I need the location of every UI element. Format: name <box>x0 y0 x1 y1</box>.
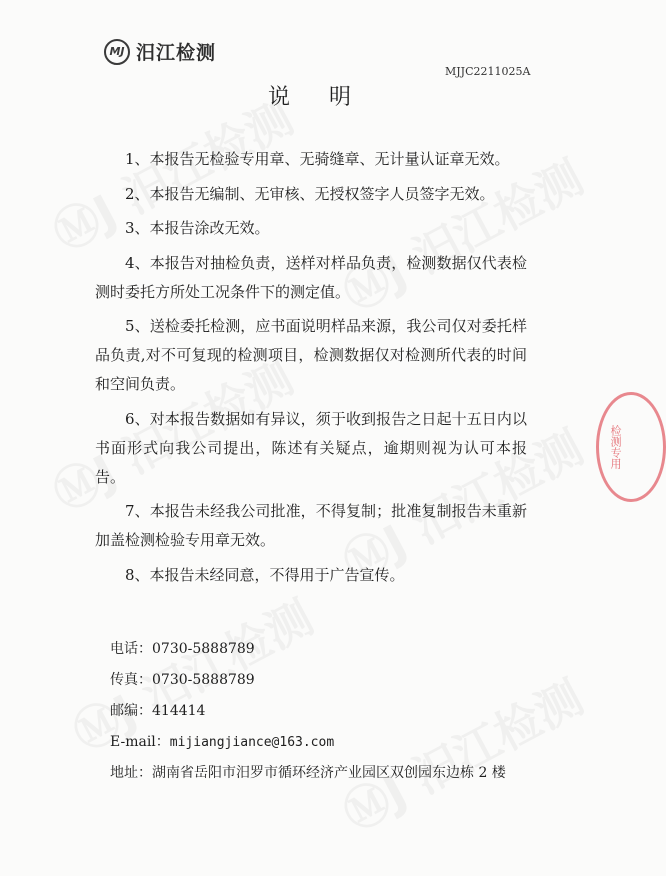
clause-item: 7、本报告未经我公司批准，不得复制；批准复制报告未重新加盖检测检验专用章无效。 <box>95 502 527 549</box>
email-value: mijiangjiance@163.com <box>169 735 335 750</box>
fax-value: 0730-5888789 <box>152 672 255 688</box>
clause-item: 3、本报告涂改无效。 <box>125 219 270 237</box>
logo-mark-icon: MJ <box>104 39 130 65</box>
email-label: E-mail： <box>110 734 170 750</box>
phone-value: 0730-5888789 <box>152 641 255 657</box>
postcode-value: 414414 <box>152 703 206 719</box>
company-name: 汨江检测 <box>136 42 217 64</box>
clause-item: 5、送检委托检测，应书面说明样品来源，我公司仅对委托样品负责,对不可复现的检测项目，检测数据仅对检测所代表的时间和空间负责。 <box>95 317 527 393</box>
clause-item: 1、本报告无检验专用章、无骑缝章、无计量认证章无效。 <box>125 150 510 168</box>
address-label: 地址： <box>110 765 152 781</box>
clause-item: 8、本报告未经同意，不得用于广告宣传。 <box>125 565 405 584</box>
fax-row <box>110 665 506 696</box>
page-title: 说 明 <box>268 85 367 110</box>
address-row <box>110 758 506 789</box>
phone-label: 电话： <box>110 641 152 657</box>
clause-item: 4、本报告对抽检负责，送样对样品负责，检测数据仅代表检测时委托方所处工况条件下的测定值。 <box>95 253 527 301</box>
contact-block <box>110 634 506 789</box>
email-row <box>110 727 506 758</box>
address-value: 湖南省岳阳市汨罗市循环经济产业园区双创园东边栋 2 楼 <box>152 765 506 781</box>
company-logo <box>104 38 216 65</box>
seal-stamp <box>596 392 666 502</box>
clause-item: 6、对本报告数据如有异议，须于收到报告之日起十五日内以书面形式向我公司提出，陈述有关疑点，逾期则视为认可本报告。 <box>95 409 527 486</box>
phone-row <box>110 634 506 665</box>
stamp-text: 检测专用 <box>609 425 622 469</box>
postcode-label: 邮编： <box>110 703 152 719</box>
postcode-row <box>110 696 506 727</box>
clause-item: 2、本报告无编制、无审核、无授权签字人员签字无效。 <box>125 184 495 203</box>
clause-list <box>95 145 527 595</box>
report-code: MJJC2211025A <box>445 65 531 78</box>
fax-label: 传真： <box>110 672 152 688</box>
